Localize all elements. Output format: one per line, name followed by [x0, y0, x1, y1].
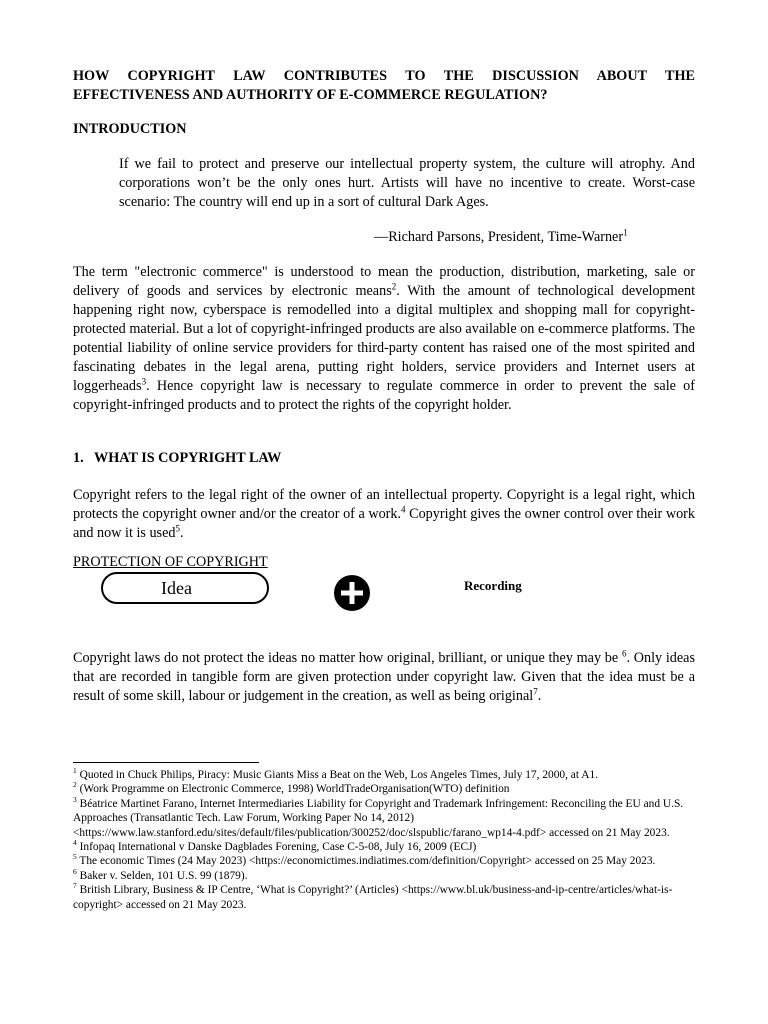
- idea-box: [101, 572, 269, 604]
- footnote: $^1$ Quoted in Chuck Philips, Piracy: Music Giants Miss a Beat on the Web, Los Angeles Times, July 17, 2000, at A1.: [73, 766, 599, 781]
- section-1-paragraph: Copyright refers to the legal right of the owner of an intellectual property. Copyright is a legal right, which protects the copyright owner and/or the creator of a work.$^4$ Copyright gives the owner control over their work and now it is used$^5$.: [73, 487, 695, 541]
- footnote: $^7$ British Library, Business & IP Centre, ‘What is Copyright?’ (Articles) <https://www.bl.uk/business-and-ip-centre/articles/what-is-copyright> accessed on 21 May 2023.: [73, 881, 673, 911]
- footnote: $^5$ The economic Times (24 May 2023) <https://economictimes.indiatimes.com/definition/Copyright> accessed on 25 May 2023.: [73, 852, 656, 868]
- document-title: [73, 67, 695, 105]
- footnote-ref: 3: [141, 376, 147, 387]
- footnote: $^2$ (Work Programme on Electronic Commerce, 1998) WorldTradeOrganisation(WTO) definition: [73, 780, 510, 796]
- title-line-1: HOW COPYRIGHT LAW CONTRIBUTES TO THE DISCUSSION ABOUT THE: [73, 68, 695, 84]
- recording-label: Recording: [464, 578, 522, 593]
- introduction-heading: INTRODUCTION: [73, 121, 187, 137]
- footnotes-list: [73, 768, 701, 912]
- plus-circle-icon: [333, 574, 371, 612]
- protection-heading: PROTECTION OF COPYRIGHT: [73, 554, 268, 570]
- ideas-paragraph: Copyright laws do not protect the ideas no matter how original, brilliant, or unique they may be $^6$. Only ideas that are recorded in tangible form are given protection under copyright law. Given that the idea must be a result of some skill, labour or judgement in the creation, as well as being original$^7$.: [73, 648, 695, 704]
- epigraph-quote: If we fail to protect and preserve our intellectual property system, the culture will atrophy. And corporations won’t be the only ones hurt. Artists will have no incentive to create. Worst-case scenario: The country will end up in a sort of cultural Dark Ages.: [119, 156, 695, 210]
- title-line-2: EFFECTIVENESS AND AUTHORITY OF E-COMMERCE REGULATION?: [73, 87, 548, 103]
- footnote-ref: 5: [175, 523, 180, 534]
- footnote-ref: 1: [623, 227, 628, 238]
- section-1-heading: 1. WHAT IS COPYRIGHT LAW: [73, 450, 282, 466]
- footnote-separator: [73, 762, 259, 763]
- footnote: $^3$ Béatrice Martinet Farano, Internet Intermediaries Liability for Copyright and Trademark Infringement: Reconciling the EU and U.S. Approaches (Transatlantic Tech. Law Forum, Working Paper No 14, 2012) <https://www.law.stanford.edu/sites/default/files/publication/300252/doc/slspublic/farano_wp14-4.pdf> accessed on 21 May 2023.: [73, 795, 684, 839]
- footnote: $^4$ Infopaq International v Danske Dagblades Forening, Case C-5-08, July 16, 2009 (ECJ): [73, 838, 477, 854]
- footnote-ref: 6: [621, 648, 627, 659]
- footnote: $^6$ Baker v. Selden, 101 U.S. 99 (1879).: [73, 867, 248, 882]
- footnote-ref: 7: [533, 686, 538, 697]
- idea-label: Idea: [161, 577, 192, 598]
- footnote-ref: 2: [391, 281, 397, 292]
- footnote-ref: 4: [401, 504, 406, 515]
- epigraph-attribution: —Richard Parsons, President, Time-Warner$^1$: [374, 227, 628, 245]
- intro-paragraph: The term "electronic commerce" is understood to mean the production, distribution, marketing, sale or delivery of goods and services by electronic means$^2$. With the amount of technological development happening right now, cyberspace is remodelled into a digital multiplex and shopping mall for copyright-protected material. But a lot of copyright-infringed products are also available on e-commerce platforms. The potential liability of online service providers for third-party content has raised one of the most spirited and fascinating debates in the legal arena, putting right holders, service providers and Internet users at loggerheads$^3$. Hence copyright law is necessary to regulate commerce in order to prevent the sale of copyright-infringed products and to protect the rights of the copyright holder.: [73, 264, 696, 413]
